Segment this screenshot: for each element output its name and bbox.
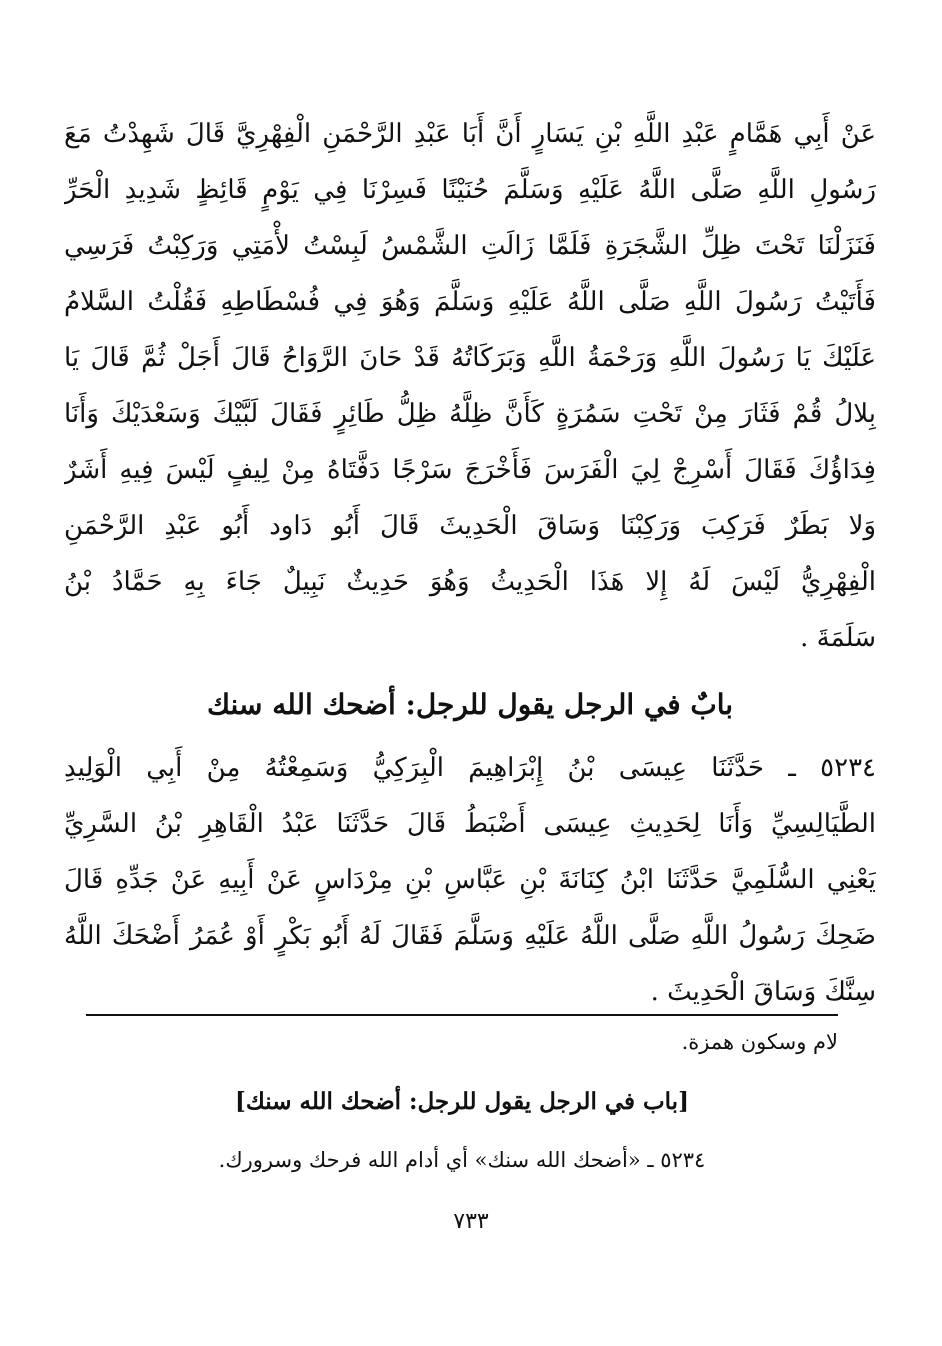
hadith-line: الطَّيَالِسِيِّ وَأَنَا لِحَدِيثِ عِيسَى أَضْبَطُ قَالَ حَدَّثَنَا عَبْدُ الْقَاهِرِ بْنُ السَّرِيِّ <box>64 809 876 839</box>
hadith-line: ضَحِكَ رَسُولُ اللَّهِ صَلَّى اللَّهُ عَلَيْهِ وَسَلَّمَ فَقَالَ لَهُ أَبُو بَكْرٍ أَوْ عُمَرُ أَضْحَكَ اللَّهُ <box>64 921 876 951</box>
body-line: عَنْ أَبِي هَمَّامٍ عَبْدِ اللَّهِ بْنِ يَسَارٍ أَنَّ أَبَا عَبْدِ الرَّحْمَنِ الْفِهْرِيَّ قَالَ شَهِدْتُ مَعَ <box>64 119 876 149</box>
body-line: رَسُولِ اللَّهِ صَلَّى اللَّهُ عَلَيْهِ وَسَلَّمَ حُنَيْنًا فَسِرْنَا فِي يَوْمٍ قَائِظٍ شَدِيدِ الْحَرِّ <box>64 175 876 205</box>
chapter-title: بابٌ في الرجل يقول للرجل: أضحك الله سنك <box>206 688 734 721</box>
body-line: فَأَتَيْتُ رَسُولَ اللَّهِ صَلَّى اللَّهُ عَلَيْهِ وَسَلَّمَ وَهُوَ فِي فُسْطَاطِهِ فَقُلْتُ السَّلامُ <box>64 287 876 317</box>
hadith-line: يَعْنِي السُّلَمِيَّ حَدَّثَنَا ابْنُ كِنَانَةَ بْنِ عَبَّاسِ بْنِ مِرْدَاسٍ عَنْ أَبِيهِ عَنْ جَدِّهِ قَالَ <box>64 865 876 895</box>
footnote-2: ٥٢٣٤ ـ «أضحك الله سنك» أي أدام الله فرحك وسرورك. <box>218 1148 706 1172</box>
body-line: بِلالُ قُمْ فَثَارَ مِنْ تَحْتِ سَمُرَةٍ كَأَنَّ ظِلَّهُ ظِلُّ طَائِرٍ فَقَالَ لَبَّيْكَ وَسَعْدَيْكَ وَأَنَا <box>64 399 876 429</box>
body-line: فَنَزَلْنَا تَحْتَ ظِلِّ الشَّجَرَةِ فَلَمَّا زَالَتِ الشَّمْسُ لَبِسْتُ لأْمَتِي وَرَكِبْتُ فَرَسِي <box>64 231 876 261</box>
hadith-line: سِنَّكَ وَسَاقَ الْحَدِيثَ . <box>650 977 876 1007</box>
body-line: فِدَاؤُكَ فَقَالَ أَسْرِجْ لِيَ الْفَرَسَ فَأَخْرَجَ سَرْجًا دَفَّتَاهُ مِنْ لِيفٍ لَيْسَ فِيهِ أَشَرٌ <box>64 455 876 485</box>
body-line: وَلا بَطَرٌ فَرَكِبَ وَرَكِبْنَا وَسَاقَ الْحَدِيثَ قَالَ أَبُو دَاود أَبُو عَبْدِ الرَّحْمَنِ <box>64 511 876 541</box>
hadith-line: ٥٢٣٤ ـ حَدَّثَنَا عِيسَى بْنُ إِبْرَاهِيمَ الْبِرَكِيُّ وَسَمِعْتُهُ مِنْ أَبِي الْوَلِيدِ <box>64 753 876 783</box>
body-line: سَلَمَةَ . <box>800 623 876 653</box>
page-number: ٧٣٣ <box>453 1209 489 1234</box>
footnote-1: لام وسكون همزة. <box>681 1030 838 1054</box>
footnote-divider <box>86 1014 838 1016</box>
main-text <box>64 106 876 1020</box>
footnote-chapter-heading: [باب في الرجل يقول للرجل: أضحك الله سنك] <box>235 1088 689 1115</box>
body-line: الْفِهْرِيُّ لَيْسَ لَهُ إِلا هَذَا الْحَدِيثُ وَهُوَ حَدِيثٌ نَبِيلٌ جَاءَ بِهِ حَمَّادُ بْنُ <box>64 567 876 597</box>
body-line: عَلَيْكَ يَا رَسُولَ اللَّهِ وَرَحْمَةُ اللَّهِ وَبَرَكَاتُهُ قَدْ حَانَ الرَّوَاحُ قَالَ أَجَلْ ثُمَّ قَالَ يَا <box>64 343 876 373</box>
